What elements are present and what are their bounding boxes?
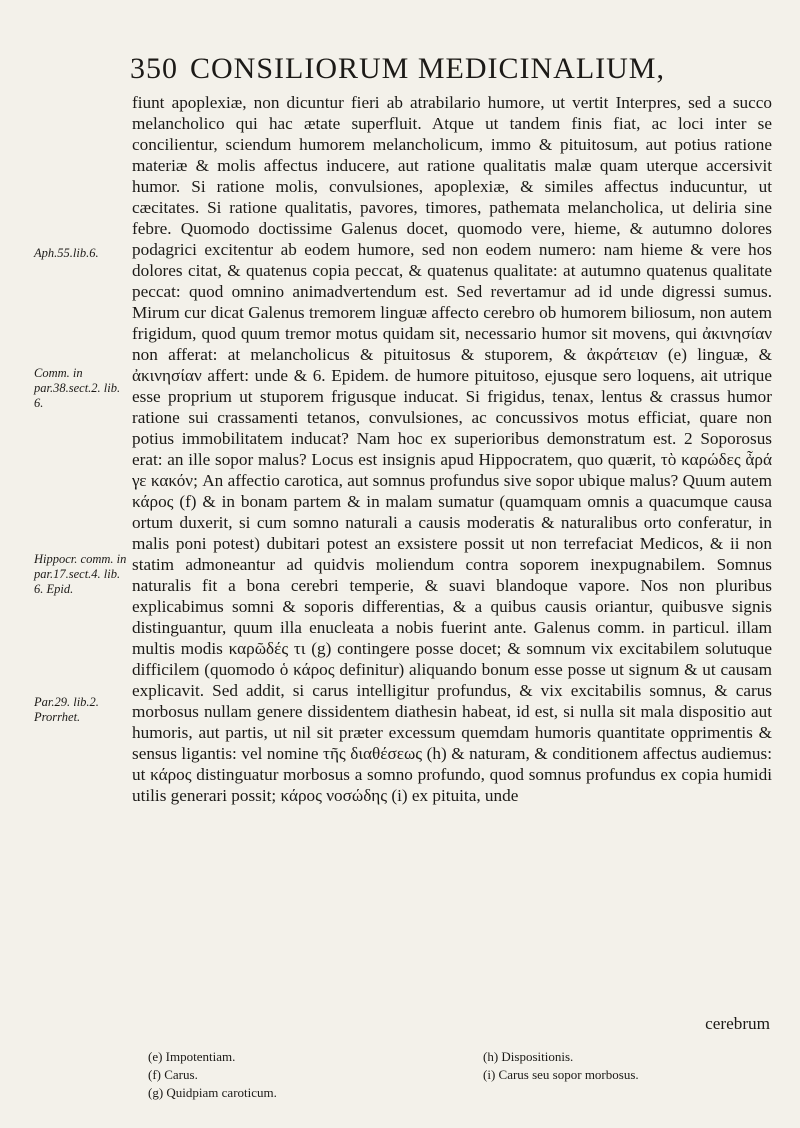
margin-note: Aph.55.lib.6. <box>34 246 99 260</box>
footnote: (g) Quidpiam caroticum. <box>148 1085 277 1100</box>
margin-note: Par.29. lib.2. Prorrhet. <box>34 695 99 724</box>
page-number: 350 <box>130 52 178 85</box>
footnotes-left-column <box>148 1048 448 1102</box>
margin-note: Comm. in par.38.sect.2. lib. 6. <box>34 366 121 410</box>
catchword: cerebrum <box>705 1014 770 1033</box>
main-text <box>132 92 772 806</box>
running-header <box>130 52 770 88</box>
body-paragraph: fiunt apoplexiæ, non dicuntur fieri ab atrabilario humore, ut vertit Interpres, sed a succo melancholico qui hac ætate superfluit. Atque ut tandem finis fiat, ac loci inter se concilientur, sciendum humorem melancholicum, immo & pituitosum, aut potius ratione materiæ & molis affectus inducere, aut ratione qualitatis malæ quam uterque accersivit humor. Si ratione molis, convulsiones, apoplexiæ, & similes affectus inducuntur, ut cæcitates. Si ratione qualitatis, pavores, timores, pathemata melancholica, ut deliria sine febre. Quomodo doctissime Galenus docet, quomodo vere, hieme, & autumno dolores podagrici excitentur ab eodem humore, sed non eodem numero: nam hieme & vere hos dolores citat, & quatenus copia peccat, & quatenus qualitate: at autumno quatenus qualitate peccat: quod omnino animadvertendum est. Sed revertamur ad id unde digressi sumus. Mirum cur dicat Galenus tremorem linguæ affecto cerebro ob humorem biliosum, non autem frigidum, quod quum tremor motus quidam sit, necessario humor sit movens, qui ἀκινησίαν non afferat: at melancholicus & pituitosus & stuporem, & ἀκράτειαν (e) linguæ, & ἀκινησίαν affert: unde & 6. Epidem. de humore pituitoso, ejusque sero loquens, ait utrique esse proprium ut stuporem frigusque inducat. Si frigidus, tenax, lentus & crassus humor ratione sui crassamenti tetanos, convulsiones, ac concussivos motus efficiat, quare non potius immobilitatem inducat? Nam hoc ex superioribus demonstratum est. 2 Soporosus erat: an ille sopor malus? Locus est insignis apud Hippocratem, quo quærit, τὸ καρώδες ἆρά γε κακόν; An affectio carotica, aut somnus profundus sive sopor ubique malus? Quum autem κάρος (f) & in bonam partem & in malam sumatur (quamquam omnis a quacumque causa ortum duxerit, si cum somno naturali a causis moderatis & naturalibus orto conferatur, in malis poni potest) dubitari potest an exsistere possit ut non terrefaciat Medicos, & ii non statim admoneantur ad quidvis moliendum contra soporem inexpugnabilem. Somnus naturalis fit a bona cerebri temperie, & suavi blandoque vapore. Nos non pluribus explicabimus somni & soporis differentias, & a quibus causis oriantur, quibusve signis distinguantur, quum illa enucleata a nobis fuerint ante. Galenus comm. in particul. illam multis modis καρῶδές τι (g) contingere posse docet; & somnum vix excitabilem solutuque difficilem (quomodo ὁ κάρος definitur) aliquando bonum esse posse ut signum & ut causam explicavit. Sed addit, si carus intelligitur profundus, & vix excitabilis somnus, & carus morbosus nullam genere dissidentem diathesin habeat, id est, si nulla sit mala dispositio aut humoris, aut partis, ut nil sit præter excessum quemdam humoris quantitate opprimentis & sensus ligantis: vel nomine τῆς διαθέσεως (h) & naturam, & conditionem affectus audiemus: ut κάρος distinguatur morbosus a somno profundo, quod somnus profundus ex copia humidi utilis generari possit; κάρος νοσώδης (i) ex pituita, unde <box>132 93 772 805</box>
footnote: (h) Dispositionis. <box>483 1049 574 1064</box>
running-title: CONSILIORUM MEDICINALIUM, <box>190 52 665 85</box>
footnote: (e) Impotentiam. <box>148 1049 236 1064</box>
footnote: (i) Carus seu sopor morbosus. <box>483 1067 639 1082</box>
footnote: (f) Carus. <box>148 1067 198 1082</box>
margin-note: Hippocr. comm. in par.17.sect.4. lib. 6. Epid. <box>34 552 127 596</box>
footnotes-right-column <box>483 1048 763 1084</box>
